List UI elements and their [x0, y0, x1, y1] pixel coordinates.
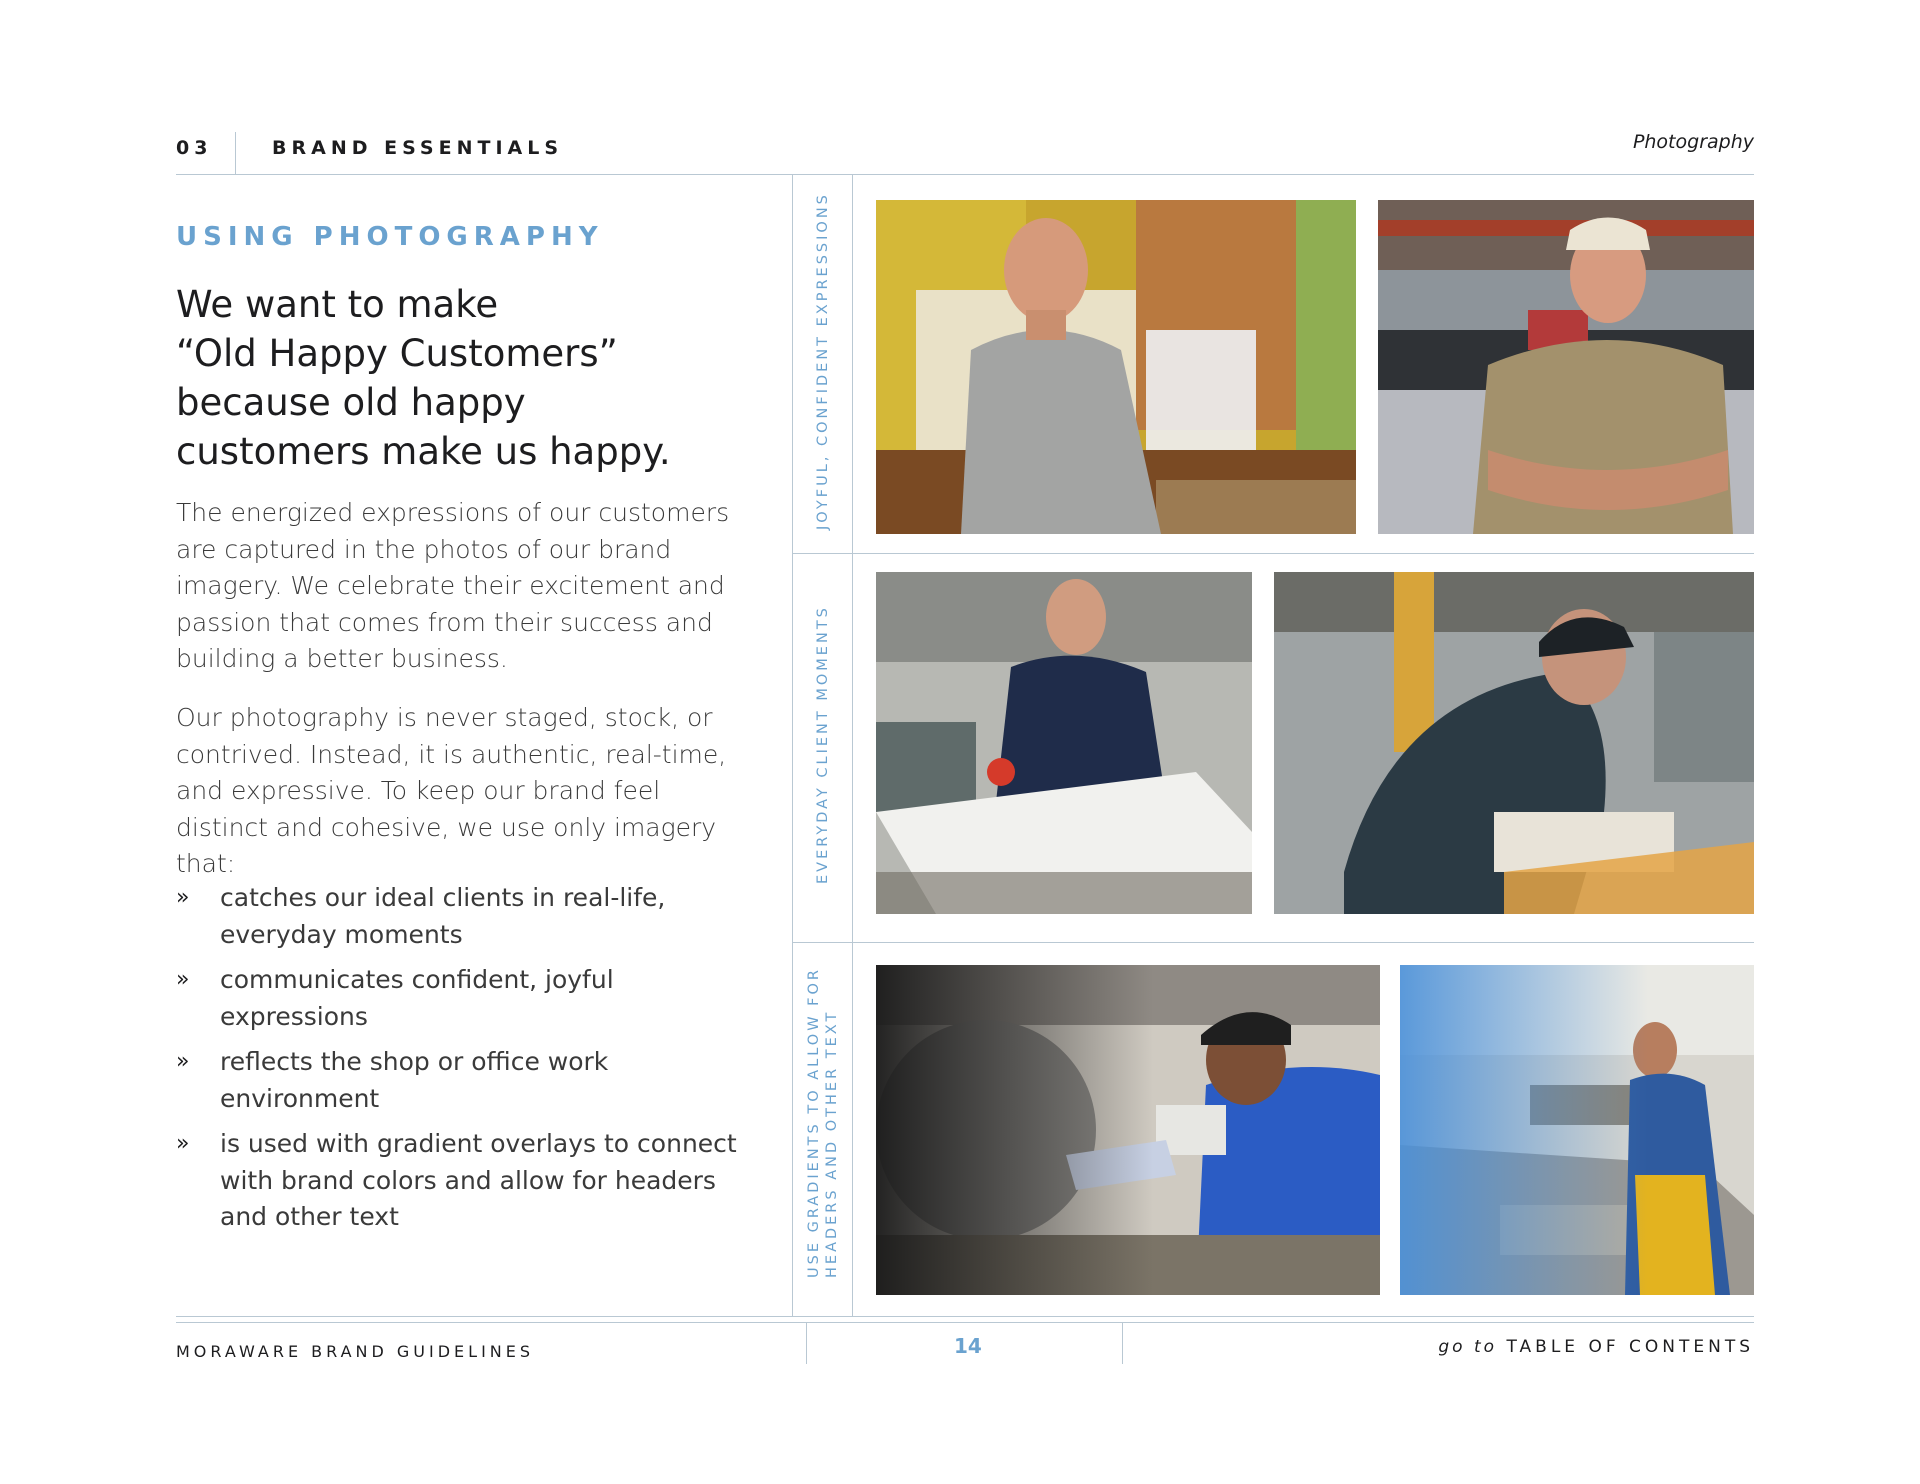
list-item: [176, 962, 756, 1035]
row-divider: [792, 942, 1754, 943]
page-number: 14: [954, 1334, 982, 1358]
toc-link-label[interactable]: TABLE OF CONTENTS: [1506, 1337, 1754, 1357]
row-label-gradients: [805, 967, 841, 1278]
list-item: [176, 1044, 756, 1117]
page-topic: Photography: [1632, 131, 1754, 153]
section-kicker: USING PHOTOGRAPHY: [176, 222, 604, 252]
headline-line: We want to make: [176, 283, 499, 326]
approach-paragraph: Our photography is never staged, stock, or contrived. Instead, it is authentic, real-time, and expressive. To keep our brand feel distinct and cohesive, we use only imagery that:: [176, 703, 727, 878]
header-divider: [235, 132, 236, 174]
list-item-text: reflects the shop or office work environment: [220, 1047, 609, 1113]
headline-line: customers make us happy.: [176, 430, 671, 473]
section-title: BRAND ESSENTIALS: [272, 137, 564, 159]
toc-link-prefix: go to: [1438, 1337, 1498, 1357]
list-item: [176, 880, 756, 953]
photo-worker-sink-blue-gradient: [1400, 965, 1754, 1295]
imagery-criteria-list: [176, 880, 756, 1245]
footer-rule: [176, 1316, 1754, 1317]
page-headline: [176, 280, 736, 476]
photo-customer-polishing-slab: [876, 572, 1252, 914]
row-label-line: HEADERS AND OTHER TEXT: [824, 1009, 840, 1278]
section-number: 03: [176, 137, 213, 159]
grid-divider: [852, 174, 853, 1316]
footer-doc-title: MORAWARE BRAND GUIDELINES: [176, 1342, 535, 1361]
headline-line: “Old Happy Customers”: [176, 332, 618, 375]
bullet-marker: »: [176, 1049, 190, 1074]
intro-paragraph: The energized expressions of our customers are captured in the photos of our brand imagery. We celebrate their excitement and passion that comes from their success and building a better business.: [176, 498, 730, 673]
photo-customer-crossed-arms: [1378, 200, 1754, 534]
header-rule: [176, 174, 1754, 175]
bullet-marker: »: [176, 1131, 190, 1156]
toc-link[interactable]: [1438, 1337, 1754, 1357]
list-item-text: catches our ideal clients in real-life, everyday moments: [220, 883, 666, 949]
footer-divider: [1122, 1322, 1123, 1364]
row-label-joyful: JOYFUL, CONFIDENT EXPRESSIONS: [815, 192, 831, 530]
photo-craftsman-engraving: [1274, 572, 1754, 914]
photo-smiling-customer-shop: [876, 200, 1356, 534]
footer-rule: [176, 1322, 1754, 1323]
list-item-text: communicates confident, joyful expressions: [220, 965, 614, 1031]
row-label-line: USE GRADIENTS TO ALLOW FOR: [806, 967, 822, 1278]
bullet-marker: »: [176, 967, 190, 992]
row-divider: [792, 553, 1754, 554]
list-item: [176, 1126, 756, 1236]
row-label-everyday: EVERYDAY CLIENT MOMENTS: [815, 605, 831, 884]
photo-worker-cutting-gradient: [876, 965, 1380, 1295]
list-item-text: is used with gradient overlays to connect with brand colors and allow for headers and other text: [220, 1129, 737, 1231]
bullet-marker: »: [176, 885, 190, 910]
grid-divider: [792, 174, 793, 1316]
headline-line: because old happy: [176, 381, 526, 424]
footer-divider: [806, 1322, 807, 1364]
